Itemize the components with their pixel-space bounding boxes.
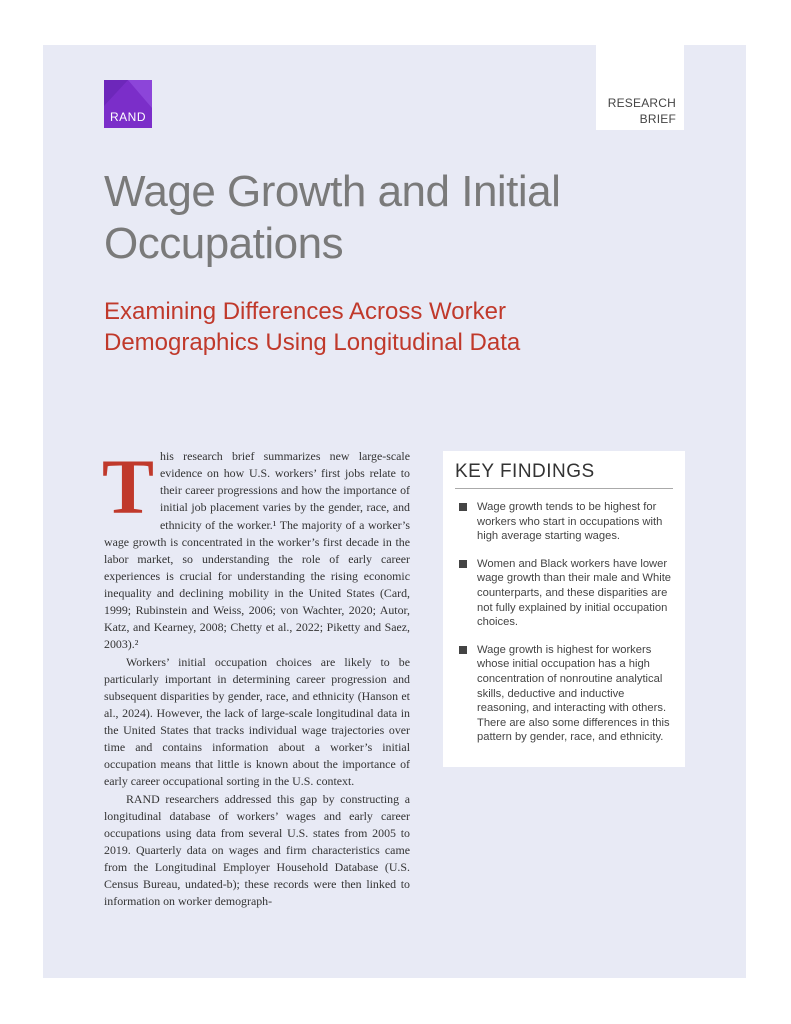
body-text	[102, 443, 410, 910]
body-paragraph-1	[102, 443, 410, 654]
logo-text: RAND	[109, 110, 146, 124]
paragraph-1-text: his research brief summarizes new large-scale evidence on how U.S. workers’ first jobs relate to their career progressions and how the importance of initial job placement varies by the gender, race, and ethnicity of the worker.¹ The majority of a worker’s wage growth is concentrated in the worker’s first decade in the labor market, so understanding the role of early career experiences is crucial for understanding the rising economic inequality and declining mobility in the United States (Card, 1999; Rubinstein and Weiss, 2006; von Wachter, 2020; Autor, Katz, and Kearney, 2008; Chetty et al., 2022; Piketty and Saez, 2003).²	[104, 449, 410, 652]
document-type-tag	[596, 45, 684, 130]
tag-line-2: BRIEF	[639, 112, 676, 126]
tag-line-1: RESEARCH	[607, 96, 676, 110]
body-paragraph-2: Workers’ initial occupation choices are likely to be particularly important in determining career progression and subsequent disparities by gender, race, and ethnicity (Hanson et al., 2024). However, the lack of large-scale longitudinal data in the United States that tracks individual wage trajectories over time and contains information about a worker’s initial occupation means that little is known about the importance of early career occupational sorting in the U.S. context.	[104, 654, 410, 789]
key-finding-item	[455, 557, 673, 630]
key-finding-item	[455, 500, 673, 544]
square-bullet-icon	[459, 646, 467, 654]
key-findings-box	[443, 451, 685, 767]
drop-cap: T	[102, 443, 155, 530]
key-finding-item	[455, 643, 673, 745]
body-paragraph-3: RAND researchers addressed this gap by constructing a longitudinal database of workers’ wages and early career occupations using data from several U.S. states from 2005 to 2019. Quarterly data on wages and firm characteristics came from the Longitudinal Employer Household Database (U.S. Census Bureau, undated-b); these records were then linked to information on worker demograph-	[104, 791, 410, 909]
square-bullet-icon	[459, 503, 467, 511]
key-finding-text: Wage growth tends to be highest for workers who start in occupations with high average starting wages.	[477, 501, 663, 543]
key-finding-text: Wage growth is highest for workers whose initial occupation has a high concentration of nonroutine analytical skills, deductive and inductive reasoning, and interacting with others. There are also some differences in this pattern by gender, race, and ethnicity.	[477, 643, 670, 744]
rand-logo	[104, 80, 152, 128]
square-bullet-icon	[459, 560, 467, 568]
page-subtitle: Examining Differences Across Worker Demographics Using Longitudinal Data	[104, 298, 521, 356]
key-findings-heading: KEY FINDINGS	[455, 461, 673, 489]
key-findings-list	[455, 500, 673, 745]
page-title: Wage Growth and Initial Occupations	[104, 167, 561, 268]
key-finding-text: Women and Black workers have lower wage growth than their male and White counterparts, and these disparities are not fully explained by initial occupation choices.	[477, 557, 672, 629]
